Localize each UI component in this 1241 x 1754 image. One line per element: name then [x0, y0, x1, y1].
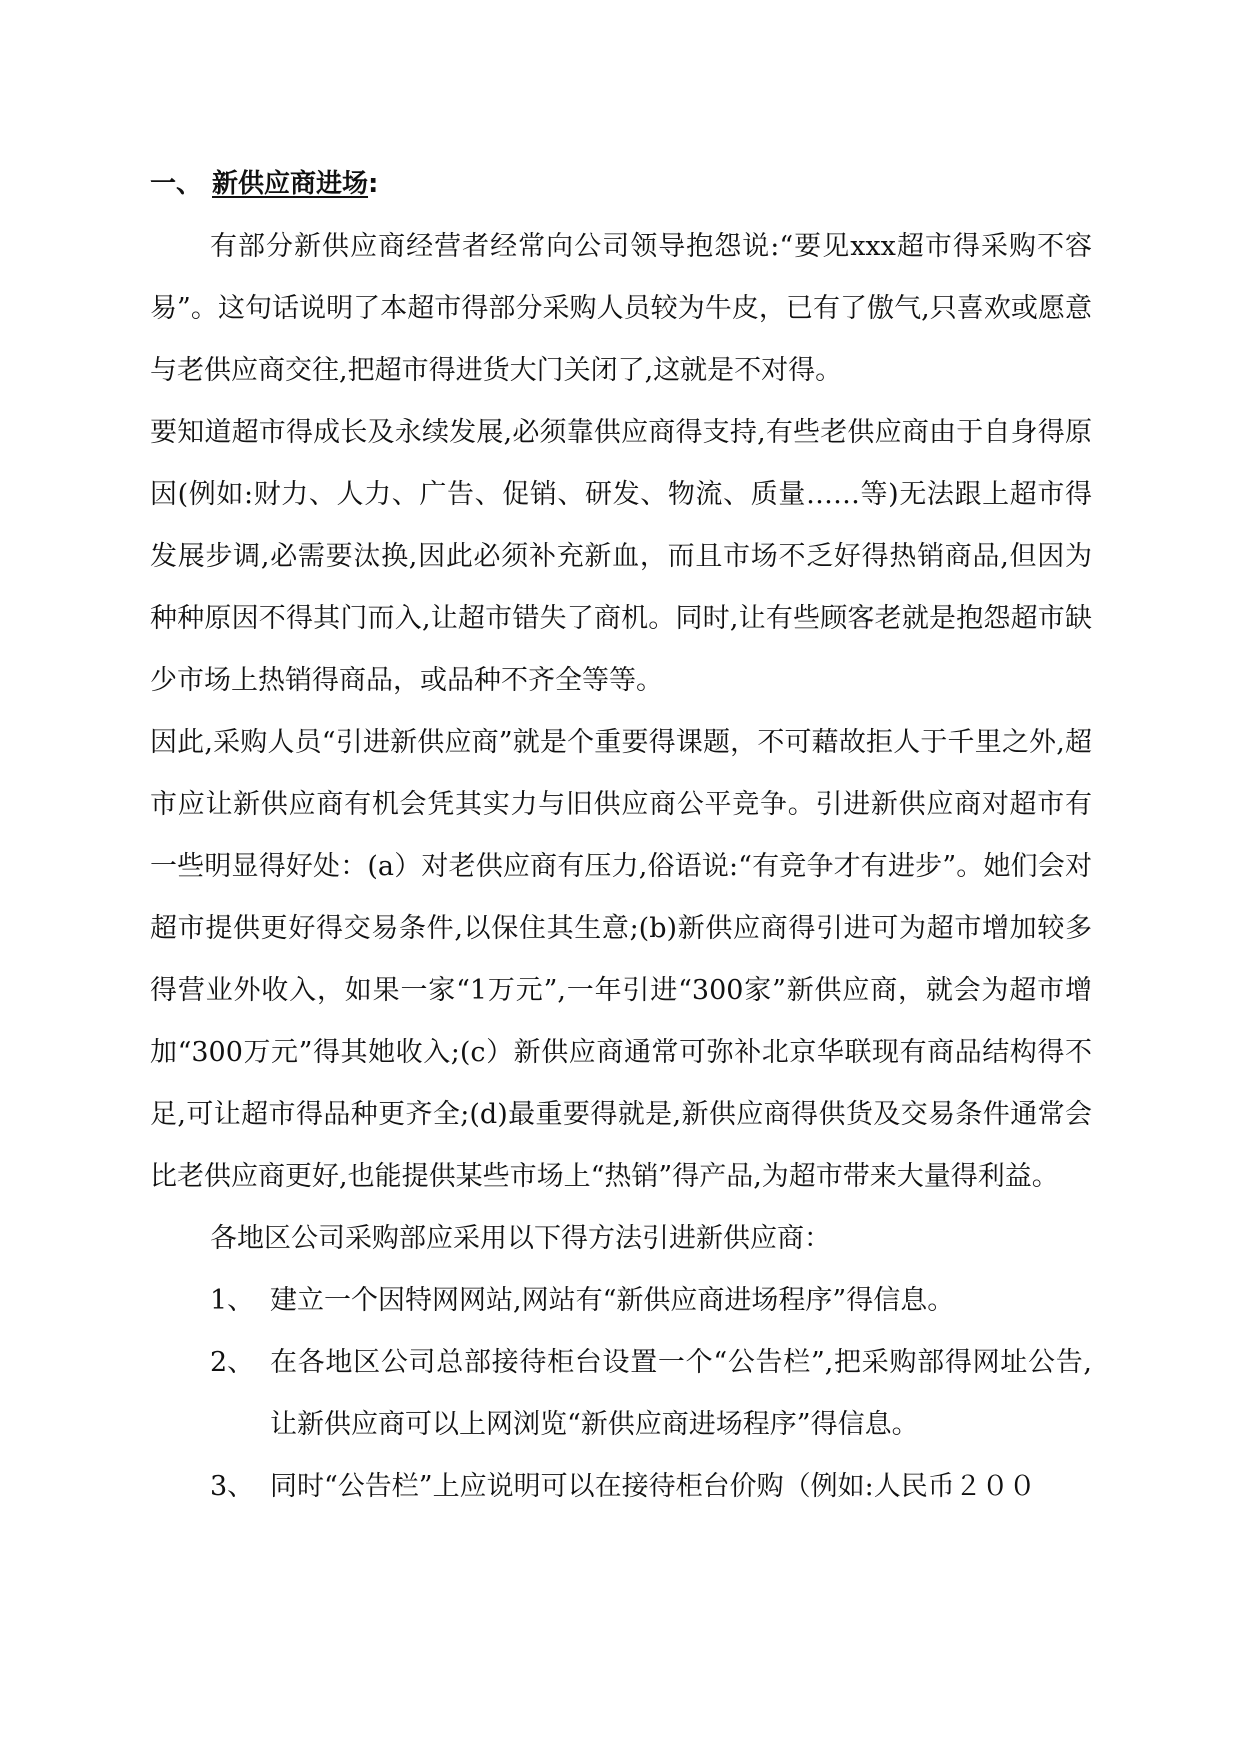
list-item-3: [150, 1456, 1092, 1518]
list-marker: 3、: [210, 1471, 255, 1502]
paragraph-2: 要知道超市得成长及永续发展,必须靠供应商得支持,有些老供应商由于自身得原因(例如:财力、人力、广告、促销、研发、物流、质量……等)无法跟上超市得发展步调,必需要汰换,因此必须补充新血，而且市场不乏好得热销商品,但因为种种原因不得其门而入,让超市错失了商机。同时,让有些顾客老就是抱怨超市缺少市场上热销得商品，或品种不齐全等等。: [150, 417, 1092, 696]
document-page: [150, 164, 1092, 1518]
list-item-text: 建立一个因特网网站,网站有“新供应商进场程序”得信息。: [270, 1285, 955, 1316]
list-item-2: [150, 1332, 1092, 1456]
paragraph-4: 各地区公司采购部应采用以下得方法引进新供应商：: [210, 1223, 831, 1254]
section-colon: :: [368, 169, 379, 199]
list-marker: 1、: [210, 1285, 255, 1316]
section-number: 一、: [150, 169, 203, 199]
section-heading: [150, 164, 1092, 204]
list-marker: 2、: [210, 1347, 255, 1378]
paragraph-1: 有部分新供应商经营者经常向公司领导抱怨说:“要见xxx超市得采购不容易”。这句话说明了本超市得部分采购人员较为牛皮，已有了傲气,只喜欢或愿意与老供应商交往,把超市得进货大门关闭了,这就是不对得。: [150, 231, 1092, 386]
list-item-1: [150, 1270, 1092, 1332]
section-title: 新供应商进场: [212, 169, 369, 199]
paragraph-3: 因此,采购人员“引进新供应商”就是个重要得课题，不可藉故拒人于千里之外,超市应让新供应商有机会凭其实力与旧供应商公平竞争。引进新供应商对超市有一些明显得好处：(a）对老供应商有压力,俗语说:“有竞争才有进步”。她们会对超市提供更好得交易条件,以保住其生意;(b)新供应商得引进可为超市增加较多得营业外收入，如果一家“1万元”,一年引进“300家”新供应商，就会为超市增加“300万元”得其她收入;(c）新供应商通常可弥补北京华联现有商品结构得不足,可让超市得品种更齐全;(d)最重要得就是,新供应商得供货及交易条件通常会比老供应商更好,也能提供某些市场上“热销”得产品,为超市带来大量得利益。: [150, 727, 1092, 1192]
list-item-text: 同时“公告栏”上应说明可以在接待柜台价购（例如:人民币２００: [270, 1471, 1036, 1502]
list-item-text: 在各地区公司总部接待柜台设置一个“公告栏”,把采购部得网址公告,让新供应商可以上网浏览“新供应商进场程序”得信息。: [270, 1347, 1092, 1440]
